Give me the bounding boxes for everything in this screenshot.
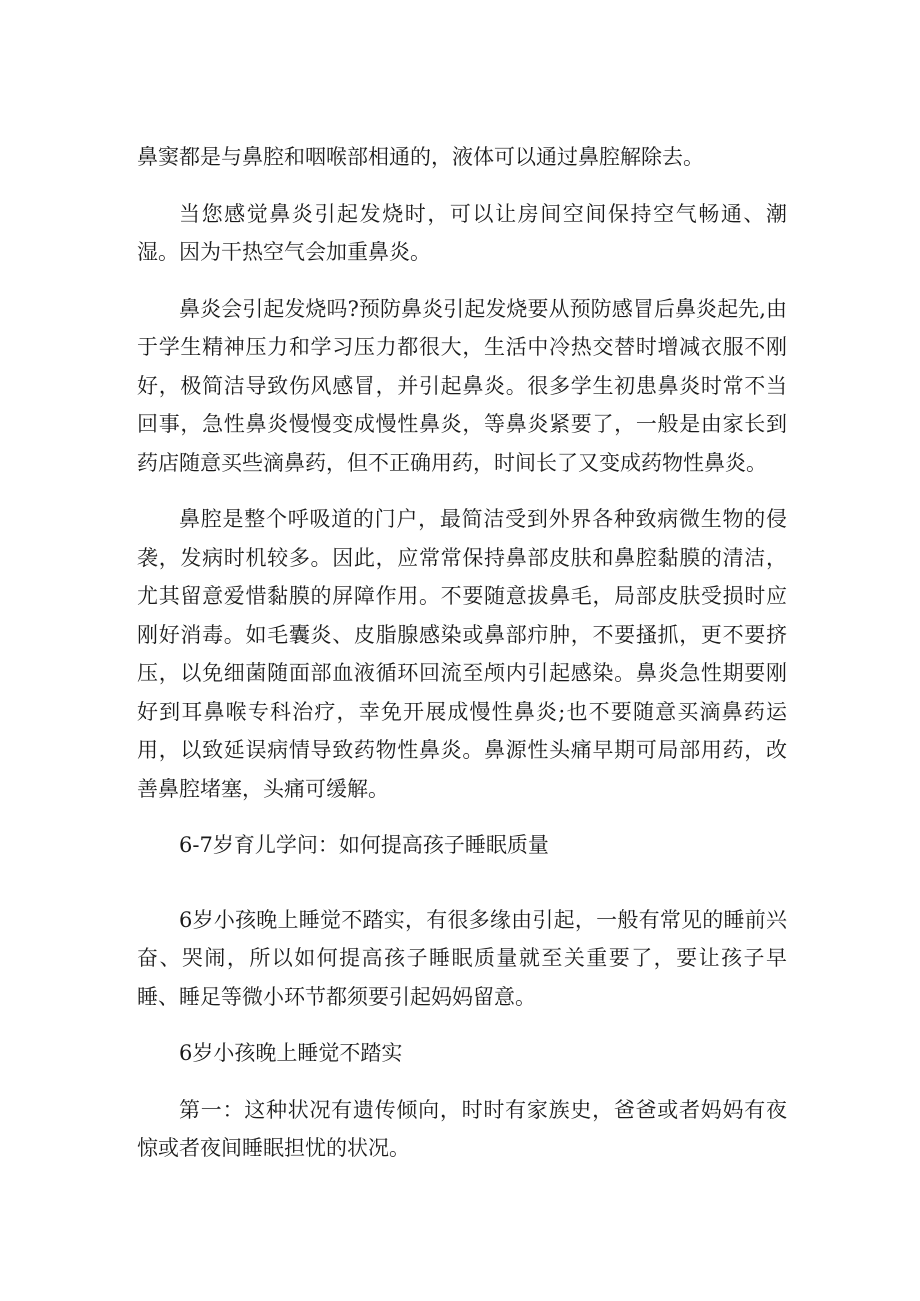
subheading-restless-sleep: 6岁小孩晚上睡觉不踏实 (179, 1041, 403, 1065)
document-body (137, 138, 787, 1186)
paragraph-room-humidity: 当您感觉鼻炎引起发烧时，可以让房间空间保持空气畅通、潮湿。因为干热空气会加重鼻炎。 (137, 201, 787, 264)
paragraph-rhinitis-fever-prevention: 鼻炎会引起发烧吗?预防鼻炎引起发烧要从预防感冒后鼻炎起先,由于学生精神压力和学习压力都很大，生活中冷热交替时增减衣服不刚好，极简洁导致伤风感冒，并引起鼻炎。很多学生初患鼻炎时常不当回事，急性鼻炎慢慢变成慢性鼻炎，等鼻炎紧要了，一般是由家长到药店随意买些滴鼻药，但不正确用药，时间长了又变成药物性鼻炎。 (137, 296, 787, 475)
paragraph-sinus-drainage: 鼻窦都是与鼻腔和咽喉部相通的，液体可以通过鼻腔解除去。 (137, 145, 704, 169)
paragraph-child-sleep-intro: 6岁小孩晚上睡觉不踏实，有很多缘由引起，一般有常见的睡前兴奋、哭闹，所以如何提高孩子睡眠质量就至关重要了，要让孩子早睡、睡足等微小环节都须要引起妈妈留意。 (137, 907, 787, 1009)
paragraph-nasal-cavity-care: 鼻腔是整个呼吸道的门户，最简洁受到外界各种致病微生物的侵袭，发病时机较多。因此，应常常保持鼻部皮肤和鼻腔黏膜的清洁，尤其留意爱惜黏膜的屏障作用。不要随意拔鼻毛，局部皮肤受损时应刚好消毒。如毛囊炎、皮脂腺感染或鼻部疖肿，不要搔抓，更不要挤压，以免细菌随面部血液循环回流至颅内引起感染。鼻炎急性期要刚好到耳鼻喉专科治疗，幸免开展成慢性鼻炎;也不要随意买滴鼻药运用，以致延误病情导致药物性鼻炎。鼻源性头痛早期可局部用药，改善鼻腔堵塞，头痛可缓解。 (137, 507, 787, 801)
section-heading-child-sleep: 6-7岁育儿学问：如何提高孩子睡眠质量 (179, 833, 549, 857)
paragraph-point-one-heredity: 第一：这种状况有遗传倾向，时时有家族史，爸爸或者妈妈有夜惊或者夜间睡眠担忧的状况。 (137, 1097, 787, 1160)
